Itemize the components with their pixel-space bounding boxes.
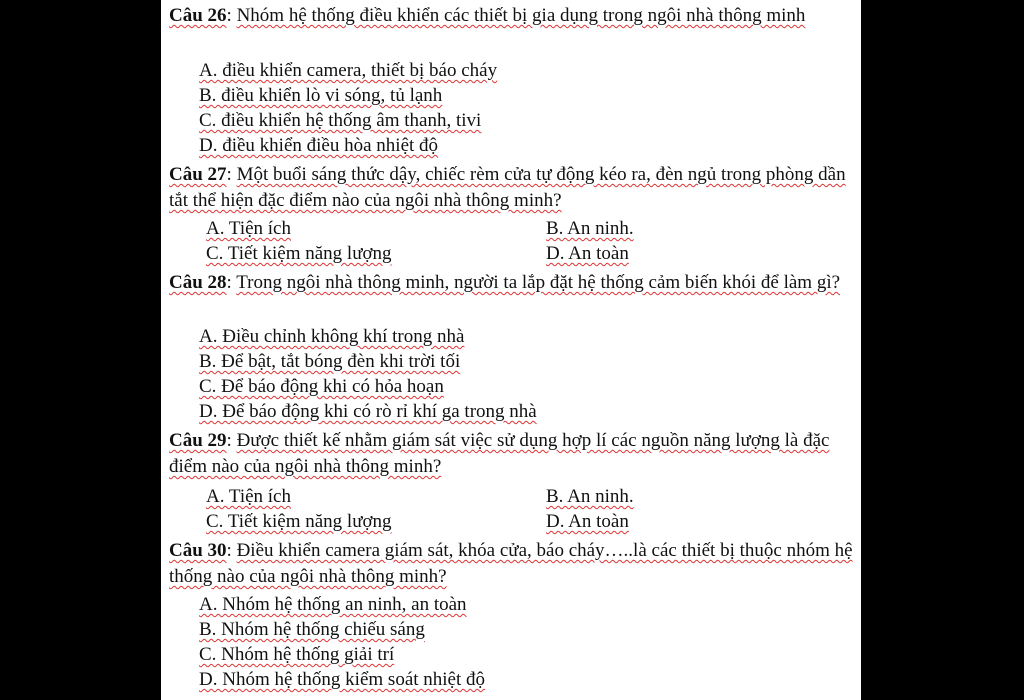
option-a: A. điều khiển camera, thiết bị báo cháy [199, 60, 498, 81]
document-page [161, 0, 861, 700]
question-28: Câu 28: Trong ngôi nhà thông minh, người ta lắp đặt hệ thống cảm biến khói để làm gì? [169, 272, 841, 293]
option-a: A. Tiện ích [206, 218, 291, 239]
question-number: Câu 27 [169, 164, 227, 185]
question-29: Câu 29: Được thiết kế nhằm giám sát việc sử dụng hợp lí các nguồn năng lượng là đặc điểm nào của ngôi nhà thông minh? [169, 430, 830, 477]
question-text: Trong ngôi nhà thông minh, người ta lắp đặt hệ thống cảm biến khói để làm gì? [236, 272, 841, 293]
option-a: A. Nhóm hệ thống an ninh, an toàn [199, 594, 467, 615]
option-c: C. Tiết kiệm năng lượng [206, 511, 392, 532]
question-27: Câu 27: Một buổi sáng thức dậy, chiếc rèm cửa tự động kéo ra, đèn ngủ trong phòng dần tắt thể hiện đặc điểm nào của ngôi nhà thông minh? [169, 164, 846, 211]
option-c: C. điều khiển hệ thống âm thanh, tivi [199, 110, 482, 131]
question-text: Một buổi sáng thức dậy, chiếc rèm cửa tự động kéo ra, đèn ngủ trong phòng dần tắt thể hiện đặc điểm nào của ngôi nhà thông minh? [169, 164, 846, 211]
question-number: Câu 29 [169, 430, 227, 451]
option-d: D. An toàn [546, 243, 629, 264]
question-number: Câu 28 [169, 272, 227, 293]
question-number: Câu 26 [169, 5, 227, 26]
option-c: C. Nhóm hệ thống giải trí [199, 644, 395, 665]
option-b: B. Để bật, tắt bóng đèn khi trời tối [199, 351, 461, 372]
question-text: Được thiết kế nhằm giám sát việc sử dụng hợp lí các nguồn năng lượng là đặc điểm nào của ngôi nhà thông minh? [169, 430, 830, 477]
question-30: Câu 30: Điều khiển camera giám sát, khóa cửa, báo cháy…..là các thiết bị thuộc nhóm hệ thống nào của ngôi nhà thông minh? [169, 540, 853, 587]
option-a: A. Tiện ích [206, 486, 291, 507]
option-c: C. Để báo động khi có hỏa hoạn [199, 376, 444, 397]
option-c: C. Tiết kiệm năng lượng [206, 243, 392, 264]
option-d: D. Để báo động khi có rò rỉ khí ga trong nhà [199, 401, 537, 422]
option-b: B. An ninh. [546, 486, 634, 507]
question-26: Câu 26: Nhóm hệ thống điều khiển các thiết bị gia dụng trong ngôi nhà thông minh [169, 5, 806, 26]
option-b: B. Nhóm hệ thống chiếu sáng [199, 619, 425, 640]
question-text: Điều khiển camera giám sát, khóa cửa, báo cháy…..là các thiết bị thuộc nhóm hệ thống nào của ngôi nhà thông minh? [169, 540, 853, 587]
option-a: A. Điều chỉnh không khí trong nhà [199, 326, 465, 347]
option-d: D. An toàn [546, 511, 629, 532]
option-b: B. An ninh. [546, 218, 634, 239]
question-number: Câu 30 [169, 540, 227, 561]
option-b: B. điều khiển lò vi sóng, tủ lạnh [199, 85, 443, 106]
option-d: D. điều khiển điều hòa nhiệt độ [199, 135, 439, 156]
question-text: Nhóm hệ thống điều khiển các thiết bị gia dụng trong ngôi nhà thông minh [236, 5, 806, 26]
option-d: D. Nhóm hệ thống kiểm soát nhiệt độ [199, 669, 486, 690]
